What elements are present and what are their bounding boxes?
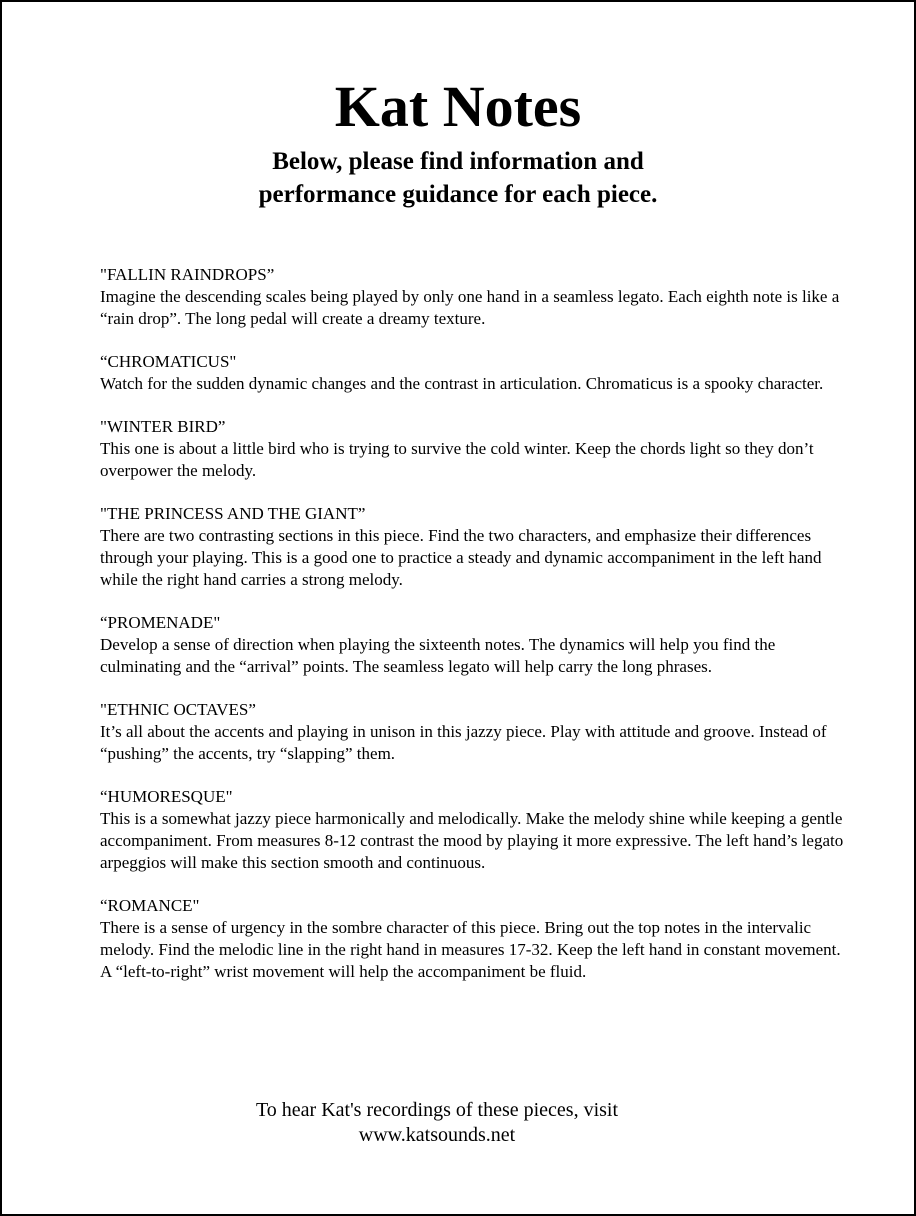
piece-promenade (100, 612, 846, 678)
piece-title: "THE PRINCESS AND THE GIANT” (100, 504, 366, 523)
subtitle-line-1: Below, please find information and (272, 148, 644, 175)
piece-romance (100, 895, 846, 983)
piece-description: Watch for the sudden dynamic changes and the contrast in articulation. Chromaticus is a spooky character. (100, 374, 824, 393)
footer-text: To hear Kat's recordings of these pieces, visit (255, 1099, 619, 1121)
piece-description: There are two contrasting sections in this piece. Find the two characters, and emphasize their differences through your playing. This is a good one to practice a steady and dynamic accompaniment in the left hand while the right hand carries a strong melody. (100, 526, 822, 589)
piece-title: “PROMENADE" (100, 613, 221, 632)
piece-title: “HUMORESQUE" (100, 787, 233, 806)
piece-description: This one is about a little bird who is trying to survive the cold winter. Keep the chords light so they don’t overpower the melody. (100, 439, 814, 480)
piece-winter-bird (100, 416, 846, 482)
piece-fallin-raindrops (100, 264, 846, 330)
page-subtitle (202, 145, 714, 211)
piece-description: Imagine the descending scales being played by only one hand in a seamless legato. Each eighth note is like a “rain drop”. The long pedal will create a dreamy texture. (100, 287, 840, 328)
piece-princess-and-giant (100, 503, 846, 591)
piece-humoresque (100, 786, 846, 874)
page-title: Kat Notes (334, 74, 582, 139)
piece-title: "WINTER BIRD” (100, 417, 226, 436)
piece-description: Develop a sense of direction when playing the sixteenth notes. The dynamics will help you find the culminating and the “arrival” points. The seamless legato will help carry the long phrases. (100, 635, 776, 676)
piece-chromaticus (100, 351, 846, 395)
pieces-list (100, 264, 846, 1004)
piece-title: “ROMANCE" (100, 896, 200, 915)
piece-description: It’s all about the accents and playing in unison in this jazzy piece. Play with attitude and groove. Instead of “pushing” the accents, try “slapping” them. (100, 722, 827, 763)
website-url: www.katsounds.net (358, 1124, 516, 1146)
piece-ethnic-octaves (100, 699, 846, 765)
piece-title: “CHROMATICUS" (100, 352, 237, 371)
piece-title: "FALLIN RAINDROPS” (100, 265, 275, 284)
piece-description: This is a somewhat jazzy piece harmonically and melodically. Make the melody shine while keeping a gentle accompaniment. From measures 8-12 contrast the mood by playing it more expressive. The left hand’s legato arpeggios will make this section smooth and continuous. (100, 809, 844, 872)
subtitle-line-2: performance guidance for each piece. (258, 181, 658, 208)
piece-description: There is a sense of urgency in the sombre character of this piece. Bring out the top notes in the intervalic melody. Find the melodic line in the right hand in measures 17-32. Keep the left hand in constant movement. A “left-to-right” wrist movement will help the accompaniment be fluid. (100, 918, 841, 981)
piece-title: "ETHNIC OCTAVES” (100, 700, 256, 719)
footer-note (202, 1098, 672, 1148)
